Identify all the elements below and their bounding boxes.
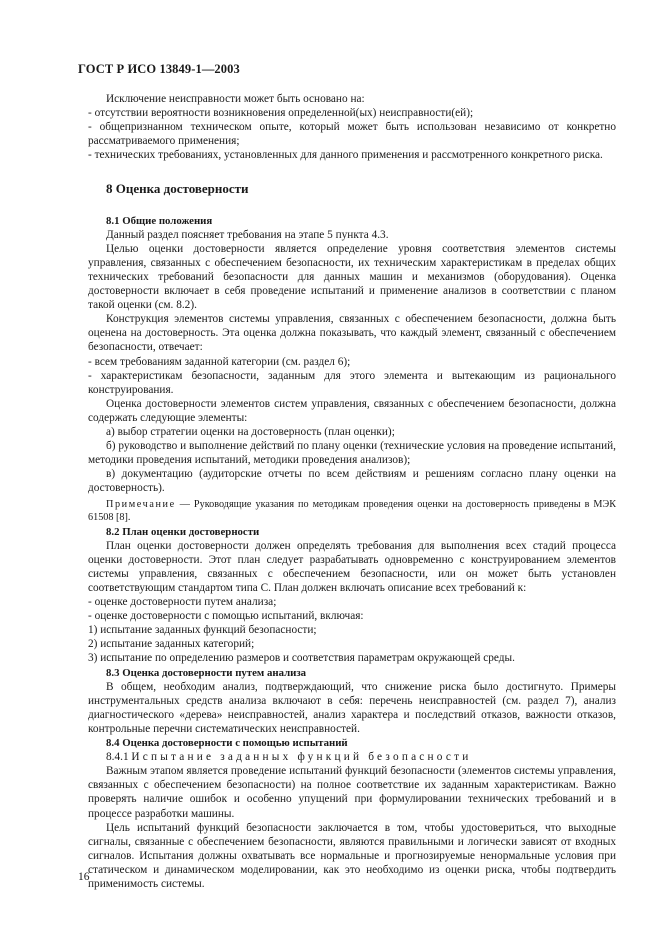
subsection-8-1-heading: 8.1 Общие положения xyxy=(106,214,213,227)
note-text: — Руководящие указания по методикам проведения оценки на достоверность приведены в МЭК 61508 [8]. xyxy=(88,499,616,524)
list-item: 1) испытание заданных функций безопасности; xyxy=(88,624,317,637)
subsection-8-4-1-heading xyxy=(88,750,616,764)
list-item: - оценке достоверности с помощью испытаний, включая: xyxy=(88,610,364,623)
note-label: Примечание xyxy=(106,499,176,511)
paragraph: План оценки достоверности должен определять требования для выполнения всех стадий процесса оценки достоверности. Этот план следует разрабатывать одновременно с конструированием элементов системы управления, связанных с обеспечением безопасности, или он может быть установлен соответствующим стандартом типа С. План должен включать описание всех требований к: xyxy=(88,539,616,594)
page-number: 16 xyxy=(78,871,90,883)
subsection-8-4-heading: 8.4 Оценка достоверности с помощью испытаний xyxy=(106,737,348,750)
list-item: - оценке достоверности путем анализа; xyxy=(88,596,277,609)
paragraph: Важным этапом является проведение испытаний функций безопасности (элементов системы управления, связанных с обеспечением безопасности) на полное соответствие их заданным характеристикам. Важно проверять наличие ошибок и особенно упущений при формулировании технических требований и в процессе разработки машины. xyxy=(88,765,616,820)
paragraph: Целью оценки достоверности является определение уровня соответствия элементов системы управления, связанных с обеспечением безопасности, их техническим характеристикам в пределах общих технических требований безопасности для данных машин и механизмов (оборудования). Оценка достоверности включает в себя проведение испытаний и применение анализов в соответствии с планом такой оценки (см. 8.2). xyxy=(88,242,616,312)
intro-paragraph: Исключение неисправности может быть основано на: xyxy=(106,93,365,105)
list-item: - характеристикам безопасности, заданным для этого элемента и вытекающим из рационального конструирования. xyxy=(88,369,616,396)
subsection-number: 8.4.1 xyxy=(106,751,132,764)
subsection-8-2-heading: 8.2 План оценки достоверности xyxy=(106,525,260,538)
list-item: 2) испытание заданных категорий; xyxy=(88,638,255,651)
list-item: б) руководство и выполнение действий по плану оценки (технические условия на проведение испытаний, методики проведения испытаний, методики проведения анализов); xyxy=(88,440,616,467)
intro-list-item: - общепризнанном техническом опыте, который может быть использован независимо от конкретно рассматриваемого применения; xyxy=(88,121,616,148)
intro-list-item: - отсутствии вероятности возникновения определенной(ых) неисправности(ей); xyxy=(88,107,474,120)
section-8-heading: 8 Оценка достоверности xyxy=(106,181,249,197)
standard-header: ГОСТ Р ИСО 13849-1—2003 xyxy=(78,62,240,76)
page-content xyxy=(88,92,616,891)
list-item: в) документацию (аудиторские отчеты по всем действиям и решениям согласно плану оценки на достоверность). xyxy=(88,468,616,495)
paragraph: В общем, необходим анализ, подтверждающий, что снижение риска было достигнуто. Примеры инструментальных средств анализа включают в себя: перечень неисправностей (см. раздел 7), анализ диагностического «дерева» неисправностей, анализ характера и последствий отказов, важности отказов, контрольные перечни систематических неисправностей. xyxy=(88,680,616,735)
note xyxy=(88,499,616,524)
list-item: - всем требованиям заданной категории (см. раздел 6); xyxy=(88,355,351,368)
paragraph: Оценка достоверности элементов систем управления, связанных с обеспечением безопасности, должна содержать следующие элементы: xyxy=(88,397,616,424)
paragraph: Конструкция элементов системы управления, связанных с обеспечением безопасности, должна быть оценена на достоверность. Эта оценка должна показывать, что каждый элемент, связанный с обеспечением безопасности, отвечает: xyxy=(88,313,616,354)
intro-list-item: - технических требованиях, установленных для данного применения и рассмотренного конкретного риска. xyxy=(88,149,603,162)
subsection-title: Испытание заданных функций безопасности xyxy=(131,751,472,764)
paragraph: Данный раздел поясняет требования на этапе 5 пункта 4.3. xyxy=(106,228,389,241)
paragraph: Цель испытаний функций безопасности заключается в том, чтобы удостовериться, что выходные сигналы, связанные с обеспечением безопасности, являются правильными и логически зависят от входных сигналов. Испытания должны охватывать все нормальные и прогнозируемые ненормальные условия при статическом и динамическом моделировании, как это необходимо из оценки риска, чтобы подтвердить применимость системы. xyxy=(88,821,616,890)
subsection-8-3-heading: 8.3 Оценка достоверности путем анализа xyxy=(106,666,307,679)
list-item: а) выбор стратегии оценки на достоверность (план оценки); xyxy=(106,425,395,438)
list-item: 3) испытание по определению размеров и соответствия параметрам окружающей среды. xyxy=(88,652,515,665)
